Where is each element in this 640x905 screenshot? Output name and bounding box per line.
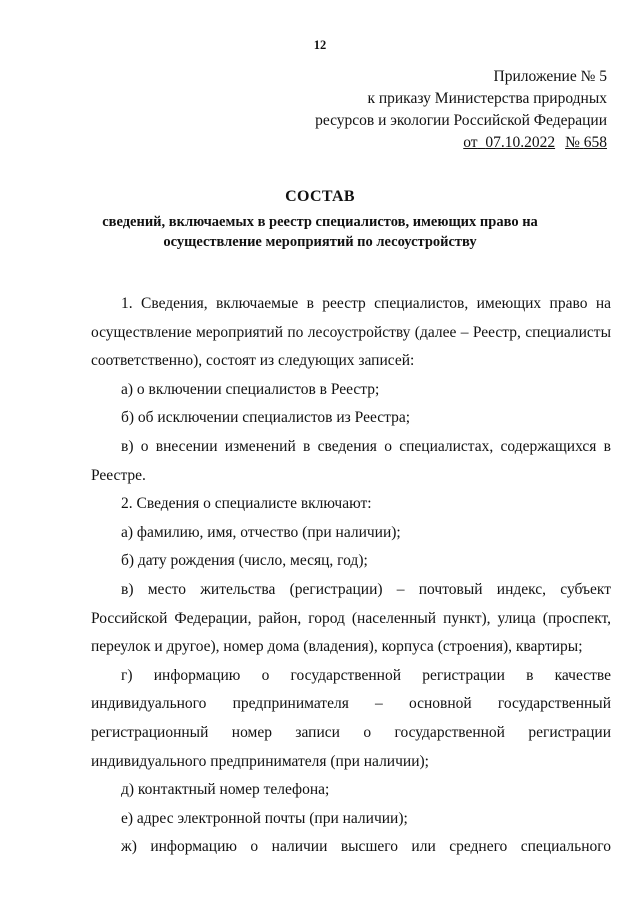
order-date: 07.10.2022 [485,134,556,151]
appendix-line-1: Приложение № 5 [493,68,607,85]
date-prefix: от [463,134,478,151]
list-item-1c: в) о внесении изменений в сведения о специалистах, содержащихся в Реестре. [91,437,611,484]
list-item-2b: б) дату рождения (число, месяц, год); [121,552,368,570]
appendix-block [315,66,607,154]
document-body [91,290,611,862]
appendix-line-3: ресурсов и экологии Российской Федерации [315,112,607,129]
order-number: 658 [583,134,607,151]
list-item-2e: д) контактный номер телефона; [121,781,330,799]
document-subtitle: сведений, включаемых в реестр специалистов, имеющих право на осуществление мероприятий по лесоустройству [102,214,538,250]
list-item-1a: а) о включении специалистов в Реестр; [121,380,380,398]
list-item-2f: е) адрес электронной почты (при наличии); [121,809,408,827]
page-number: 12 [313,38,327,52]
appendix-date-line [315,132,607,154]
appendix-line-2: к приказу Министерства природных [367,90,607,107]
list-item-2c: в) место жительства (регистрации) – почтовый индекс, субъект Российской Федерации, район, город (населенный пункт), улица (проспект, переулок и другое), номер дома (владения), корпуса (строения), квартиры; [91,580,611,656]
paragraph-1: 1. Сведения, включаемые в реестр специалистов, имеющих право на осуществление мероприятий по лесоустройству (далее – Реестр, специалисты соответственно), состоят из следующих записей: [91,295,611,370]
document-title: СОСТАВ [285,188,355,205]
list-item-2d: г) информацию о государственной регистрации в качестве индивидуального предпринимателя – основной государственный регистрационный номер записи о государственной регистрации индивидуального предпринимателя (при наличии); [91,666,611,770]
list-item-1b: б) об исключении специалистов из Реестра; [121,409,411,427]
number-prefix: № [565,134,580,151]
paragraph-2: 2. Сведения о специалисте включают: [121,495,372,513]
list-item-2g: ж) информацию о наличии высшего или среднего специального [121,838,611,856]
list-item-2a: а) фамилию, имя, отчество (при наличии); [121,523,401,541]
